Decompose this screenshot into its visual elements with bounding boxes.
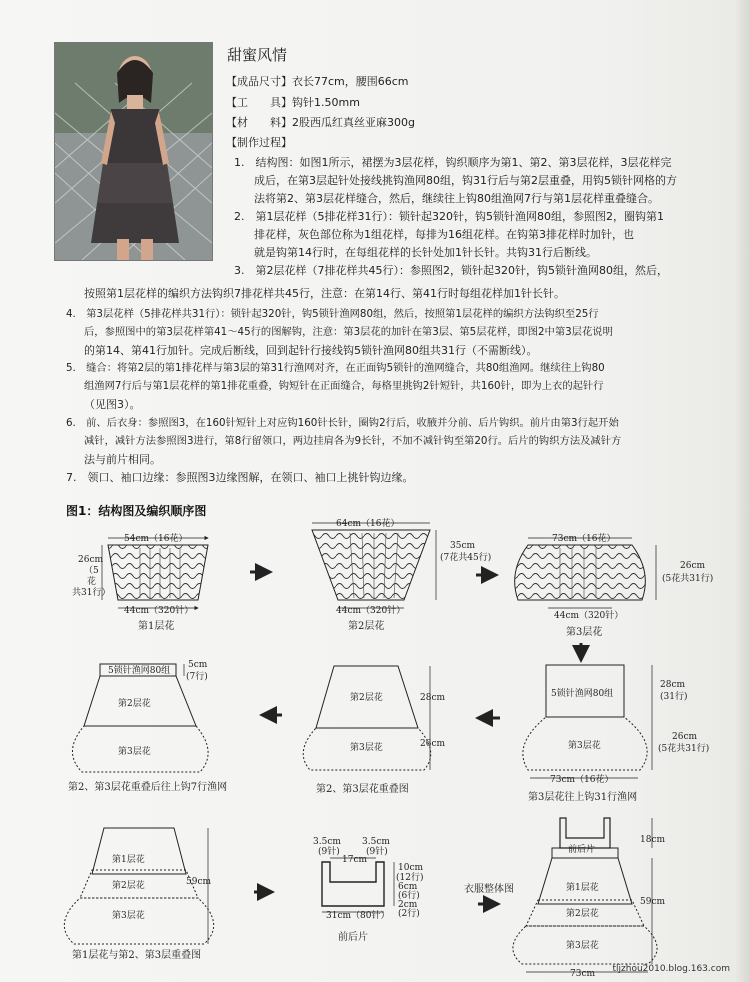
mesh-bottom-label: 73cm（16花） (550, 775, 614, 785)
step-line: 1. 结构图：如图1所示，裙摆为3层花样，钩织顺序为第1、第2、第3层花样，3层花样完 (234, 156, 672, 169)
overlap-right-label: 28cm (420, 693, 446, 703)
p2-top-label: 64cm（16花） (336, 519, 400, 529)
spec-material: 【材 料】2股西瓜红真丝亚麻300g (226, 116, 415, 129)
p3-right-label: 26cm (680, 561, 706, 571)
fb-dim: (9针) (366, 847, 388, 857)
step-line: 4. 第3层花样（5排花样共31行）：锁针起320针，钩5锁针渔网80组，然后，按照第1层花样的编织方法钩织至25行 (66, 308, 599, 320)
step-line: 法将第2、第3层花样缝合，然后，继续往上钩80组渔网7行与第1层花样重叠缝合。 (254, 192, 659, 205)
whole-label: 衣服整体图 (464, 884, 514, 895)
fb-dim: 17cm (342, 855, 368, 865)
whole-layer1-label: 第1层花 (566, 883, 599, 893)
mesh-caption: 第3层花往上钩31行渔网 (528, 792, 638, 803)
p3-right-label: (5花共31行) (662, 574, 714, 584)
spec-process: 【制作过程】 (226, 136, 292, 149)
whole-bottom-label: 73cm (570, 969, 596, 979)
step-line: 法与前片相同。 (84, 453, 161, 466)
p1-bottom-label: 44cm（320针） (124, 606, 194, 616)
whole-layer2-label: 第2层花 (566, 909, 599, 919)
mesh-right-label: (31行) (660, 692, 688, 702)
p1-left-label: 26cm (78, 555, 104, 565)
p2-right-label: (7花共45行) (440, 553, 492, 563)
p3-caption: 第3层花 (566, 627, 603, 638)
blog-url: tljzhou2010.blog.163.com (612, 964, 730, 974)
mesh-right-label: 26cm (672, 732, 698, 742)
step-line: （见图3）。 (84, 398, 141, 411)
fb-dim: 3.5cm (313, 837, 341, 847)
fb-dim: 2cm (398, 900, 418, 910)
whole-height-label: 18cm (640, 835, 666, 845)
overlap-caption: 第2、第3层花重叠图 (316, 784, 409, 795)
p2-bottom-label: 44cm（320针） (336, 606, 406, 616)
p1-caption: 第1层花 (138, 621, 175, 632)
full-layer2-label: 第2层花 (112, 881, 145, 891)
overlap-layer2-label: 第2层花 (350, 693, 383, 703)
step-line: 3. 第2层花样（7排花样共45行）：参照图2，锁针起320针，钩5锁针渔网80组，然后， (234, 264, 668, 277)
mesh-right-label: (5花共31行) (658, 744, 710, 754)
spec-size: 【成品尺寸】衣长77cm，腰围66cm (226, 75, 409, 88)
step-line: 7. 领口、袖口边缘：参照图3边缘图解，在领口、袖口上挑针钩边缘。 (66, 471, 414, 484)
mesh-layer3-label: 第3层花 (568, 741, 601, 751)
fb-dim: (2行) (398, 909, 420, 919)
step-line: 6. 前、后衣身：参照图3，在160针短针上对应钩160针长针，圈钩2行后，收腋并分前、后片钩织。前片由第3行起开始 (66, 417, 619, 429)
full-caption: 第1层花与第2、第3层重叠图 (72, 950, 202, 961)
whole-top-label: 前后片 (568, 845, 596, 855)
step-line: 按照第1层花样的编织方法钩织7排花样共45行，注意：在第14行、第41行时每组花样加1针长针。 (84, 287, 565, 300)
overlap-panel (303, 666, 430, 770)
fb-caption: 前后片 (338, 932, 368, 943)
p3-bottom-label: 44cm（320针） (554, 611, 624, 621)
step-line: 后，参照图中的第3层花样第41～45行的图解钩，注意：第3层花的加针在第3层、第5层花样，即图2中第3层花说明 (84, 326, 613, 338)
fb-bottom-label: 31cm（80针） (326, 911, 390, 921)
p1-left-label: （5 (84, 566, 99, 576)
front-back-panel (322, 858, 394, 912)
step-line: 排花样，灰色部位称为1组花样，每排为16组花样。在钩第3排花样时加针，也 (254, 228, 634, 241)
p3-top-label: 73cm（16花） (552, 534, 616, 544)
mesh7-top-label: 5锁针渔网80组 (108, 666, 171, 676)
layer1-panel (102, 538, 208, 608)
mesh-right-label: 28cm (660, 680, 686, 690)
whole-height-label: 59cm (640, 897, 666, 907)
step-line: 的第14、第41行加针。完成后断线，回到起针行接线钩5锁针渔网80组共31行（不需断线）。 (84, 344, 538, 357)
mesh7-right-label: 5cm (188, 660, 208, 670)
layer3-panel (515, 538, 656, 608)
step-line: 5. 缝合：将第2层的第1排花样与第3层的第31行渔网对齐，在正面钩5锁针的渔网缝合，共80组渔网。继续往上钩80 (66, 362, 605, 374)
step-line: 就是钩第14行时，在每组花样的长针处加1针长针。共钩31行后断线。 (254, 246, 597, 259)
p1-left-label: 共31行） (72, 588, 111, 598)
full-height-label: 59cm (186, 877, 212, 887)
overlap-right-label: 26cm (420, 739, 446, 749)
layer2-panel (312, 523, 436, 608)
fb-dim: (12行) (396, 873, 424, 883)
mesh-panel (523, 665, 652, 778)
full-layer3-label: 第3层花 (112, 911, 145, 921)
step-line: 成后，在第3层起针处接线挑钩渔网80组，钩31行后与第2层重叠，用钩5锁针网格的方 (254, 174, 677, 187)
fb-dim: (6行) (398, 891, 420, 901)
whole-layer3-label: 第3层花 (566, 941, 599, 951)
mesh7-layer2-label: 第2层花 (118, 699, 151, 709)
fb-dim: 6cm (398, 882, 418, 892)
step-line: 组渔网7行后与第1层花样的第1排花重叠，钩短针在正面缝合，每格里挑钩2针短针，共160针，即为上衣的起针行 (84, 380, 604, 392)
mesh7-right-label: (7行) (186, 672, 208, 682)
spec-tool: 【工 具】钩针1.50mm (226, 96, 360, 109)
fb-dim: 3.5cm (362, 837, 390, 847)
fb-dim: 10cm (398, 863, 424, 873)
mesh-box-label: 5锁针渔网80组 (551, 689, 614, 699)
mesh7-layer3-label: 第3层花 (118, 747, 151, 757)
p2-right-label: 35cm (450, 541, 476, 551)
fb-dim: (9针) (318, 847, 340, 857)
figure-title: 图1：结构图及编织顺序图 (66, 504, 207, 518)
full-layer1-label: 第1层花 (112, 855, 145, 865)
mesh7-caption: 第2、第3层花重叠后往上钩7行渔网 (68, 782, 228, 793)
step-line: 减针，减针方法参照图3进行，第8行留领口，两边挂肩各为9长针，不加不减针钩至第20行。后片的钩织方法及减针方 (84, 435, 622, 447)
p1-top-label: 54cm（16花） (124, 534, 188, 544)
step-line: 2. 第1层花样（5排花样31行）：锁针起320针，钩5锁针渔网80组，参照图2，圈钩第1 (234, 210, 664, 223)
overlap-layer3-label: 第3层花 (350, 743, 383, 753)
p1-left-label: 花 (87, 577, 97, 587)
p2-caption: 第2层花 (348, 621, 385, 632)
page-title: 甜蜜风情 (227, 46, 288, 64)
